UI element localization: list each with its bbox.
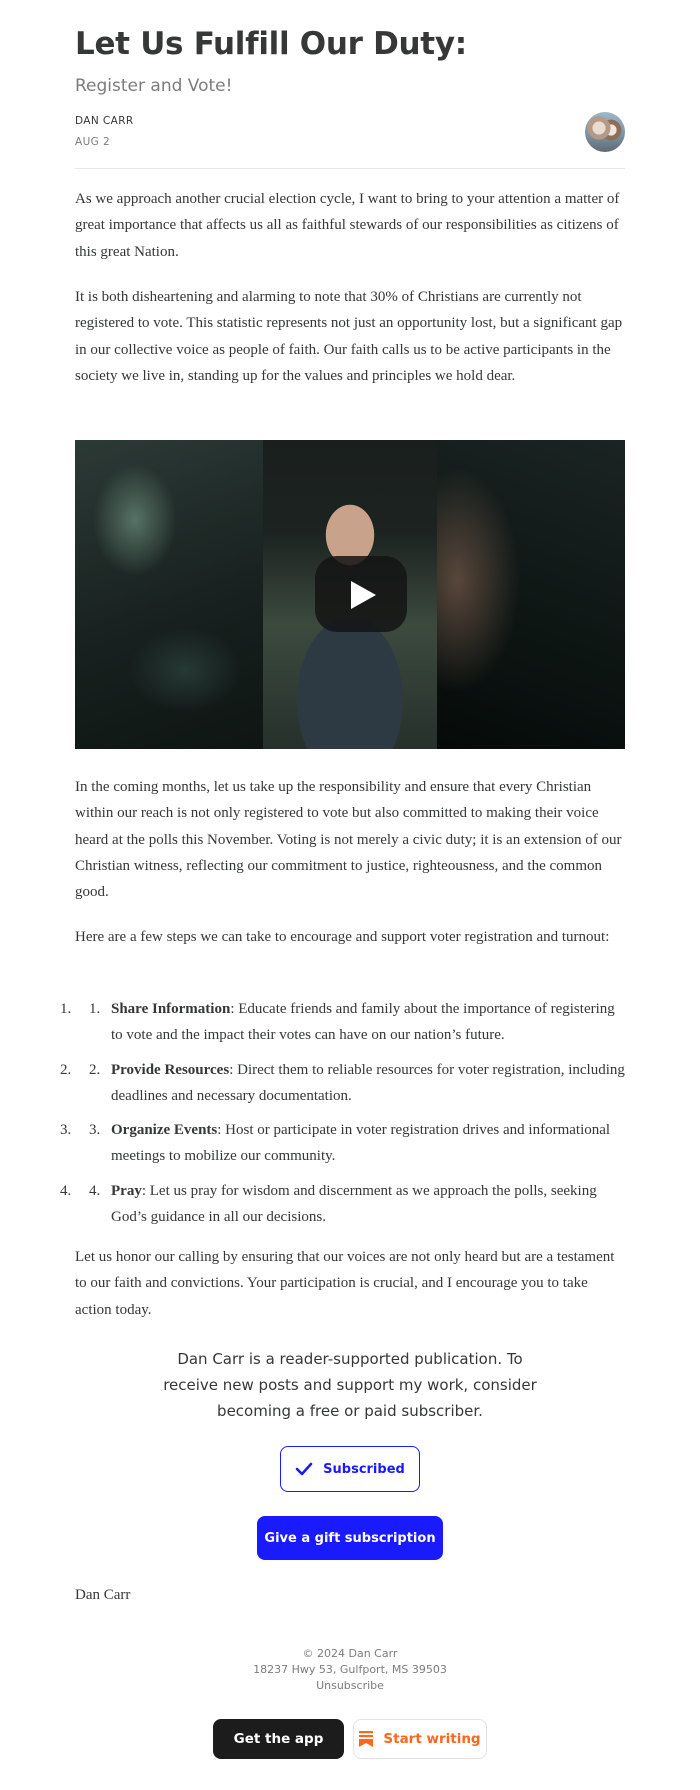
byline-divider: [75, 168, 625, 169]
gift-subscription-label: Give a gift subscription: [264, 1530, 436, 1546]
signoff: Dan Carr: [75, 1587, 131, 1603]
get-the-app-label: Get the app: [233, 1731, 324, 1747]
body-paragraph-3: In the coming months, let us take up the responsibility and ensure that every Christian within our reach is not only registered to vote but also committed to making their voice heard at the polls this November. Voting is not merely a civic duty; it is an extension of our Christian witness, reflecting our commitment to justice, righteousness, and the common good.: [75, 779, 622, 901]
list-number: 1. 1.: [89, 1001, 101, 1017]
list-item-title: Pray: [111, 1182, 142, 1199]
body-paragraph-4: Here are a few steps we can take to encourage and support voter registration and turnout:: [75, 929, 610, 945]
body-paragraph-1: As we approach another crucial election cycle, I want to bring to your attention a matter of great importance that affects us all as faithful stewards of our responsibilities as citizens of this great Nation.: [75, 191, 620, 260]
footer-address: 18237 Hwy 53, Gulfport, MS 39503: [253, 1663, 447, 1676]
subscribed-label: Subscribed: [323, 1461, 405, 1477]
video-frame-left: [75, 440, 263, 749]
list-item-text: : Educate friends and family about the importance of registering to vote and the impact their votes can have on our nation’s future.: [111, 1001, 615, 1044]
check-icon: [295, 1462, 313, 1476]
list-item: [75, 1057, 625, 1110]
list-item-text: : Let us pray for wisdom and discernment as we approach the polls, seeking God’s guidance in all our decisions.: [111, 1182, 597, 1226]
list-item: [75, 1117, 625, 1170]
get-the-app-button[interactable]: [213, 1719, 344, 1759]
footer-copyright: © 2024 Dan Carr: [302, 1647, 398, 1660]
play-button[interactable]: [315, 556, 407, 632]
substack-logo-icon: [359, 1731, 373, 1747]
byline: [75, 112, 625, 160]
video-frame-right: [437, 440, 625, 749]
list-item: [75, 996, 625, 1049]
author-name[interactable]: DAN CARR: [75, 115, 134, 127]
body-paragraph-5: Let us honor our calling by ensuring that our voices are not only heard but are a testament to our faith and convictions. Your participation is crucial, and I encourage you to take action today.: [75, 1249, 615, 1318]
list-number: 3. 3.: [89, 1122, 101, 1139]
list-item-text: : Host or participate in voter registration drives and informational meetings to mobilize our community.: [111, 1122, 611, 1165]
subscribe-cta-text: Dan Carr is a reader-supported publication. To receive new posts and support my work, consider becoming a free or paid subscriber.: [163, 1350, 537, 1420]
post-subtitle: Register and Vote!: [75, 76, 233, 96]
post-date: AUG 2: [75, 136, 111, 148]
body-paragraph-2: It is both disheartening and alarming to note that 30% of Christians are currently not registered to vote. This statistic represents not just an opportunity lost, but a significant gap in our collective voice as people of faith. Our faith calls us to be active participants in the society we live in, standing up for the values and principles we hold dear.: [75, 289, 623, 384]
start-writing-button[interactable]: [353, 1719, 487, 1759]
subscribed-button[interactable]: [280, 1446, 420, 1492]
list-item: [75, 1178, 625, 1231]
video-player[interactable]: [75, 440, 625, 749]
footer: [150, 1646, 550, 1694]
start-writing-label: Start writing: [383, 1731, 481, 1747]
post-title: Let Us Fulfill Our Duty:: [75, 26, 467, 62]
author-avatar[interactable]: [585, 112, 625, 152]
list-item-title: Organize Events: [111, 1122, 218, 1139]
play-icon: [345, 578, 379, 612]
unsubscribe-link[interactable]: Unsubscribe: [316, 1679, 384, 1692]
list-item-title: Share Information: [111, 1001, 231, 1017]
list-number: 2. 2.: [89, 1061, 101, 1078]
list-item-text: : Direct them to reliable resources for voter registration, including deadlines and necessary documentation.: [111, 1061, 625, 1104]
list-item-title: Provide Resources: [111, 1061, 230, 1078]
gift-subscription-button[interactable]: [257, 1516, 443, 1560]
steps-list: [75, 996, 625, 1238]
list-number: 4. 4.: [89, 1182, 101, 1199]
